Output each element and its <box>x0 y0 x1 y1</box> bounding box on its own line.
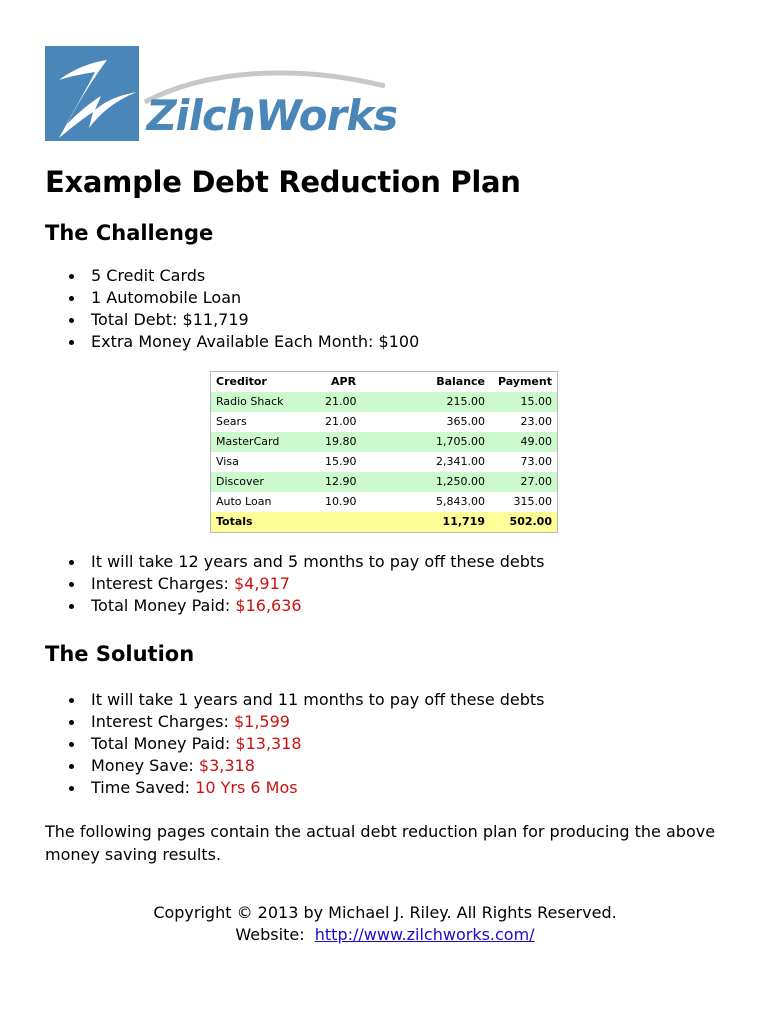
totals-balance: 11,719 <box>390 512 490 533</box>
result-value: 10 Yrs 6 Mos <box>195 778 298 797</box>
website-link[interactable]: http://www.zilchworks.com/ <box>314 925 535 944</box>
cell-apr: 10.90 <box>313 492 390 512</box>
challenge-list <box>45 265 419 353</box>
result-label: It will take 1 years and 11 months to pay off these debts <box>91 690 545 709</box>
header-balance: Balance <box>390 372 490 393</box>
list-item <box>45 755 545 777</box>
page-title: Example Debt Reduction Plan <box>45 165 521 199</box>
cell-apr: 19.80 <box>313 432 390 452</box>
solution-list <box>45 689 545 799</box>
header-payment: Payment <box>490 372 558 393</box>
totals-apr <box>313 512 390 533</box>
table-row <box>211 492 558 512</box>
footer <box>0 902 770 946</box>
result-label: Time Saved: <box>91 778 196 797</box>
result-label: Total Money Paid: <box>91 596 236 615</box>
table-row <box>211 432 558 452</box>
cell-apr: 21.00 <box>313 392 390 412</box>
cell-balance: 1,705.00 <box>390 432 490 452</box>
result-label: Interest Charges: <box>91 574 234 593</box>
list-item: Extra Money Available Each Month: $100 <box>45 331 419 353</box>
cell-payment: 73.00 <box>490 452 558 472</box>
website-label: Website: <box>235 925 315 944</box>
table-row <box>211 472 558 492</box>
cell-payment: 49.00 <box>490 432 558 452</box>
cell-payment: 315.00 <box>490 492 558 512</box>
cell-apr: 21.00 <box>313 412 390 432</box>
solution-heading: The Solution <box>45 642 195 666</box>
result-label: Total Money Paid: <box>91 734 236 753</box>
cell-payment: 15.00 <box>490 392 558 412</box>
debt-table <box>210 371 558 533</box>
cell-payment: 23.00 <box>490 412 558 432</box>
follow-paragraph: The following pages contain the actual debt reduction plan for producing the above money saving results. <box>45 822 716 864</box>
cell-apr: 12.90 <box>313 472 390 492</box>
cell-balance: 1,250.00 <box>390 472 490 492</box>
list-item <box>45 551 545 573</box>
result-value: $4,917 <box>233 574 290 593</box>
cell-creditor: MasterCard <box>211 432 314 452</box>
list-item <box>45 711 545 733</box>
cell-balance: 215.00 <box>390 392 490 412</box>
challenge-results-list <box>45 551 545 617</box>
list-item <box>45 595 545 617</box>
cell-creditor: Sears <box>211 412 314 432</box>
result-value: $13,318 <box>235 734 302 753</box>
cell-creditor: Discover <box>211 472 314 492</box>
list-item <box>45 573 545 595</box>
table-totals-row <box>211 512 558 533</box>
result-label: It will take 12 years and 5 months to pay off these debts <box>91 552 545 571</box>
result-value: $1,599 <box>233 712 290 731</box>
list-item <box>45 733 545 755</box>
result-value: $3,318 <box>198 756 255 775</box>
cell-creditor: Visa <box>211 452 314 472</box>
cell-payment: 27.00 <box>490 472 558 492</box>
table-row <box>211 452 558 472</box>
result-label: Money Save: <box>91 756 199 775</box>
zilchworks-logo <box>45 46 403 146</box>
copyright-text: Copyright © 2013 by Michael J. Riley. All Rights Reserved. <box>153 903 617 922</box>
cell-balance: 5,843.00 <box>390 492 490 512</box>
header-creditor: Creditor <box>211 372 314 393</box>
cell-apr: 15.90 <box>313 452 390 472</box>
header-apr: APR <box>313 372 390 393</box>
list-item: 1 Automobile Loan <box>45 287 419 309</box>
cell-balance: 365.00 <box>390 412 490 432</box>
cell-creditor: Radio Shack <box>211 392 314 412</box>
totals-label: Totals <box>211 512 314 533</box>
challenge-heading: The Challenge <box>45 221 214 245</box>
list-item: 5 Credit Cards <box>45 265 419 287</box>
list-item: Total Debt: $11,719 <box>45 309 419 331</box>
table-row <box>211 392 558 412</box>
table-row <box>211 412 558 432</box>
website-line <box>0 924 770 946</box>
cell-creditor: Auto Loan <box>211 492 314 512</box>
logo-wordmark: ZilchWorks <box>142 91 403 140</box>
list-item <box>45 777 545 799</box>
table-header-row <box>211 372 558 393</box>
result-value: $16,636 <box>235 596 302 615</box>
totals-payment: 502.00 <box>490 512 558 533</box>
list-item <box>45 689 545 711</box>
cell-balance: 2,341.00 <box>390 452 490 472</box>
result-label: Interest Charges: <box>91 712 234 731</box>
zilchworks-z-icon <box>45 46 139 141</box>
